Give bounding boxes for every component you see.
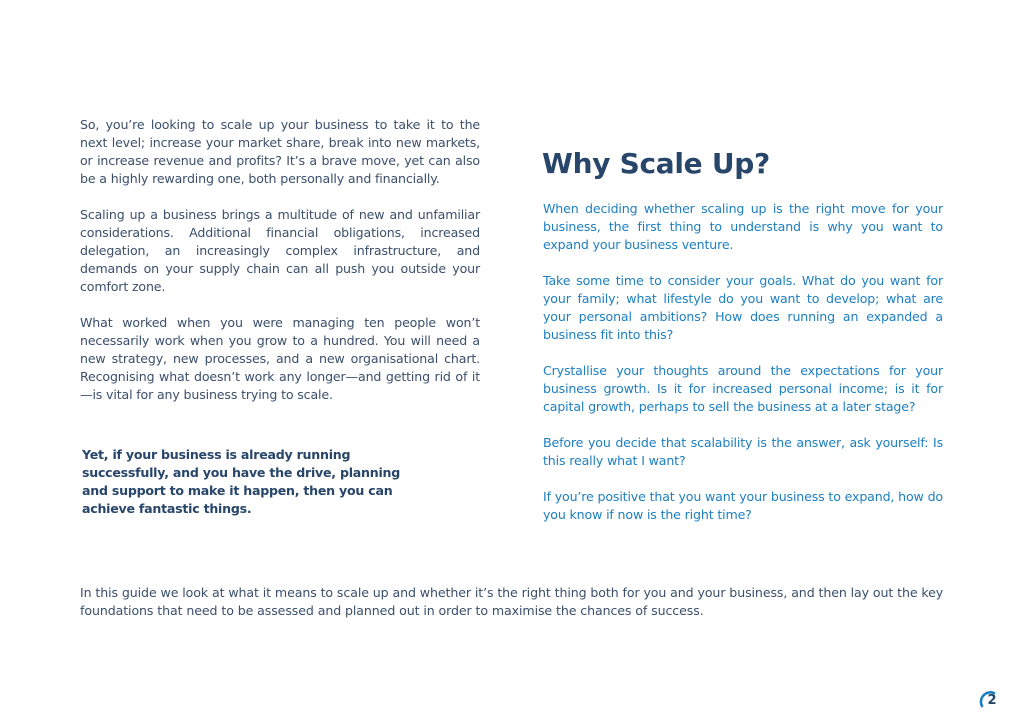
- section-paragraph: If you’re positive that you want your business to expand, how do you know if now is the right time?: [543, 489, 943, 522]
- callout-quote: Yet, if your business is already running successfully, and you have the drive, planning and support to make it happen, then you can achieve fantastic things.: [82, 447, 401, 516]
- section-title: Why Scale Up?: [542, 147, 770, 180]
- intro-paragraph: So, you’re looking to scale up your business to take it to the next level; increase your market share, break into new markets, or increase revenue and profits? It’s a brave move, yet can also be a highly rewarding one, both personally and financially.: [80, 117, 480, 186]
- intro-column: [80, 116, 480, 422]
- section-paragraph: Crystallise your thoughts around the expectations for your business growth. Is it for increased personal income; is it for capital growth, perhaps to sell the business at a later stage?: [543, 363, 943, 414]
- section-paragraph: Before you decide that scalability is the answer, ask yourself: Is this really what I want?: [543, 435, 943, 468]
- page-number: 2: [987, 693, 997, 708]
- page-number-badge: [978, 690, 1000, 712]
- section-paragraph: Take some time to consider your goals. What do you want for your family; what lifestyle do you want to develop; what are your personal ambitions? How does running an expanded a business fit into this?: [543, 273, 943, 342]
- intro-paragraph: Scaling up a business brings a multitude of new and unfamiliar considerations. Additional financial obligations, increased delegation, an increasingly complex infrastructure, and demands on your supply chain can all push you outside your comfort zone.: [80, 207, 480, 294]
- intro-paragraph: What worked when you were managing ten people won’t necessarily work when you grow to a hundred. You will need a new strategy, new processes, and a new organisational chart. Recognising what doesn’t work any longer—and getting rid of it—is vital for any business trying to scale.: [80, 315, 480, 402]
- section-paragraph: When deciding whether scaling up is the right move for your business, the first thing to understand is why you want to expand your business venture.: [543, 201, 943, 252]
- why-scale-up-column: [543, 200, 943, 542]
- guide-summary: In this guide we look at what it means to scale up and whether it’s the right thing both for you and your business, and then lay out the key foundations that need to be assessed and planned out in order to maximise the chances of success.: [80, 585, 944, 618]
